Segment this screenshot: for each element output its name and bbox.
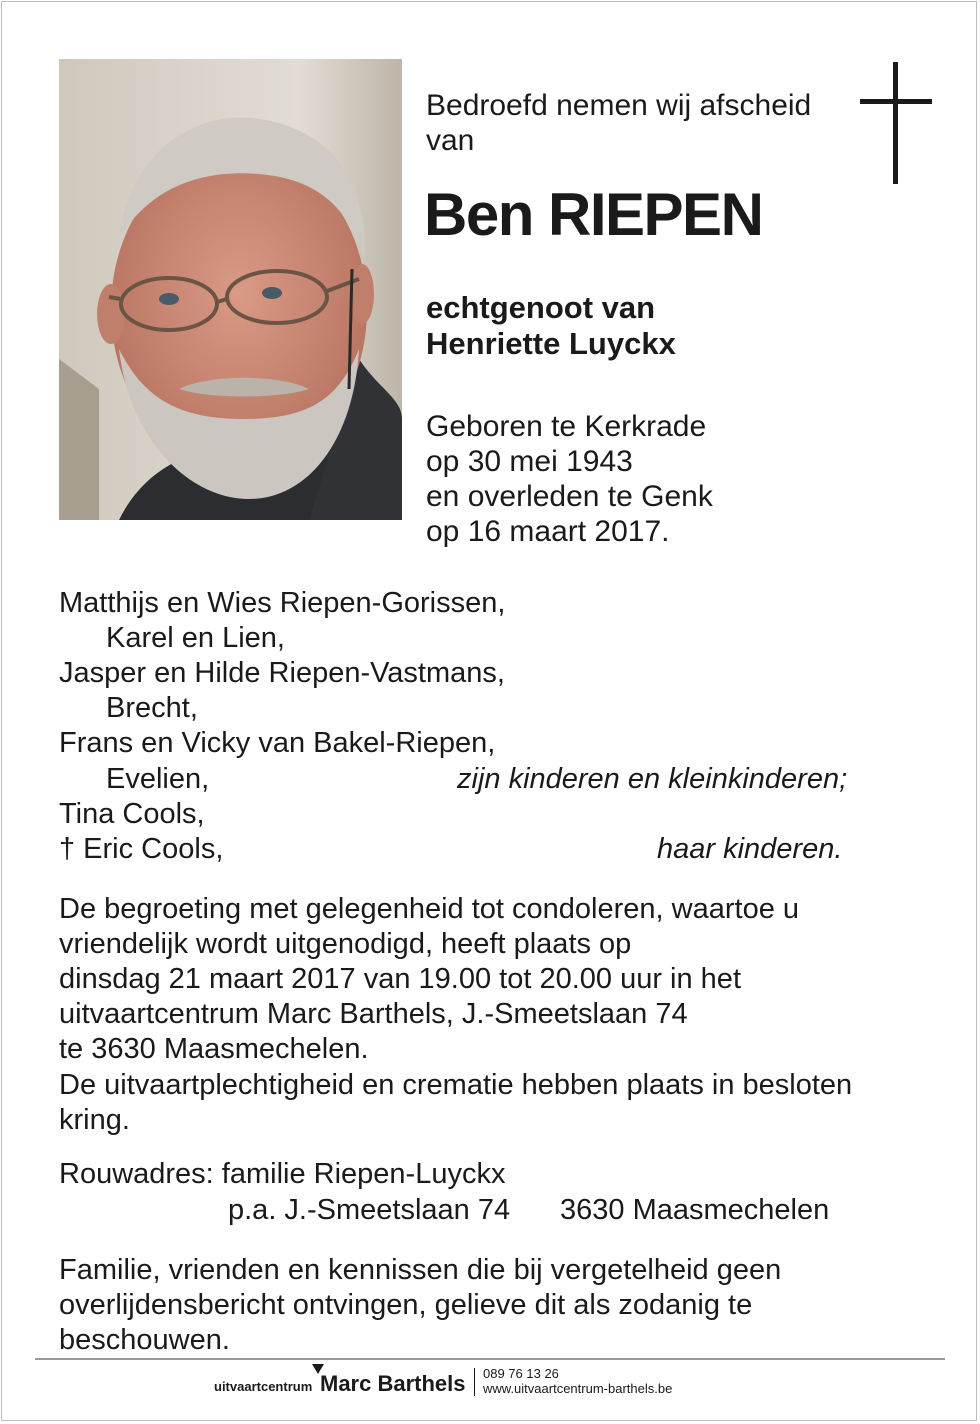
visitation-line: dinsdag 21 maart 2017 van 19.00 tot 20.00 uur in het (59, 963, 741, 995)
closing-line: Familie, vrienden en kennissen die bij vergetelheid geen (59, 1254, 782, 1286)
family-line: Tina Cools, (59, 798, 205, 830)
closing-line: overlijdensbericht ontvingen, gelieve dit als zodanig te (59, 1289, 753, 1321)
footer-separator (474, 1368, 475, 1396)
logo-small-text: uitvaartcentrum (214, 1379, 313, 1394)
birth-line: Geboren te Kerkrade (426, 410, 707, 443)
intro-line: van (426, 124, 475, 157)
family-line: Brecht, (106, 692, 198, 724)
family-relation-note: zijn kinderen en kleinkinderen; (457, 763, 848, 795)
family-line: Karel en Lien, (106, 622, 285, 654)
portrait-photo (59, 59, 402, 520)
family-relation-note: haar kinderen. (657, 833, 843, 865)
ceremony-line: kring. (59, 1104, 130, 1136)
spouse-text (426, 290, 676, 362)
intro-text (426, 88, 811, 158)
footer-divider (35, 1358, 945, 1360)
cross-icon-bar (860, 99, 932, 104)
mourning-address: Rouwadres: familie Riepen-Luyckx (59, 1158, 506, 1190)
birth-line: op 30 mei 1943 (426, 445, 633, 478)
portrait-illustration (59, 59, 402, 520)
closing-line: beschouwen. (59, 1324, 230, 1356)
logo-brand-name: Marc Barthels (320, 1371, 466, 1396)
spouse-line: echtgenoot van (426, 290, 656, 325)
deceased-name: Ben RIEPEN (424, 181, 763, 248)
intro-line: Bedroefd nemen wij afscheid (426, 89, 812, 122)
death-line: en overleden te Genk (426, 480, 713, 513)
visitation-line: De begroeting met gelegenheid tot condoleren, waartoe u (59, 893, 800, 925)
footer-contact (483, 1366, 672, 1396)
footer-phone: 089 76 13 26 (483, 1366, 559, 1381)
visitation-line: te 3630 Maasmechelen. (59, 1033, 369, 1065)
family-line: Evelien, (106, 763, 210, 795)
family-line: Frans en Vicky van Bakel-Riepen, (59, 727, 496, 759)
mourning-address-city: 3630 Maasmechelen (560, 1194, 830, 1226)
cross-icon (893, 62, 898, 184)
death-line: op 16 maart 2017. (426, 515, 670, 548)
ceremony-line: De uitvaartplechtigheid en crematie hebben plaats in besloten (59, 1069, 853, 1101)
visitation-line: vriendelijk wordt uitgenodigd, heeft plaats op (59, 928, 632, 960)
family-line: † Eric Cools, (59, 833, 224, 865)
visitation-line: uitvaartcentrum Marc Barthels, J.-Smeetslaan 74 (59, 998, 688, 1030)
footer-website: www.uitvaartcentrum-barthels.be (483, 1381, 673, 1396)
spouse-line: Henriette Luyckx (426, 326, 676, 361)
family-line: Jasper en Hilde Riepen-Vastmans, (59, 657, 505, 689)
family-line: Matthijs en Wies Riepen-Gorissen, (59, 587, 506, 619)
birth-death-info (426, 409, 713, 549)
mourning-address-street: p.a. J.-Smeetslaan 74 (228, 1194, 511, 1226)
